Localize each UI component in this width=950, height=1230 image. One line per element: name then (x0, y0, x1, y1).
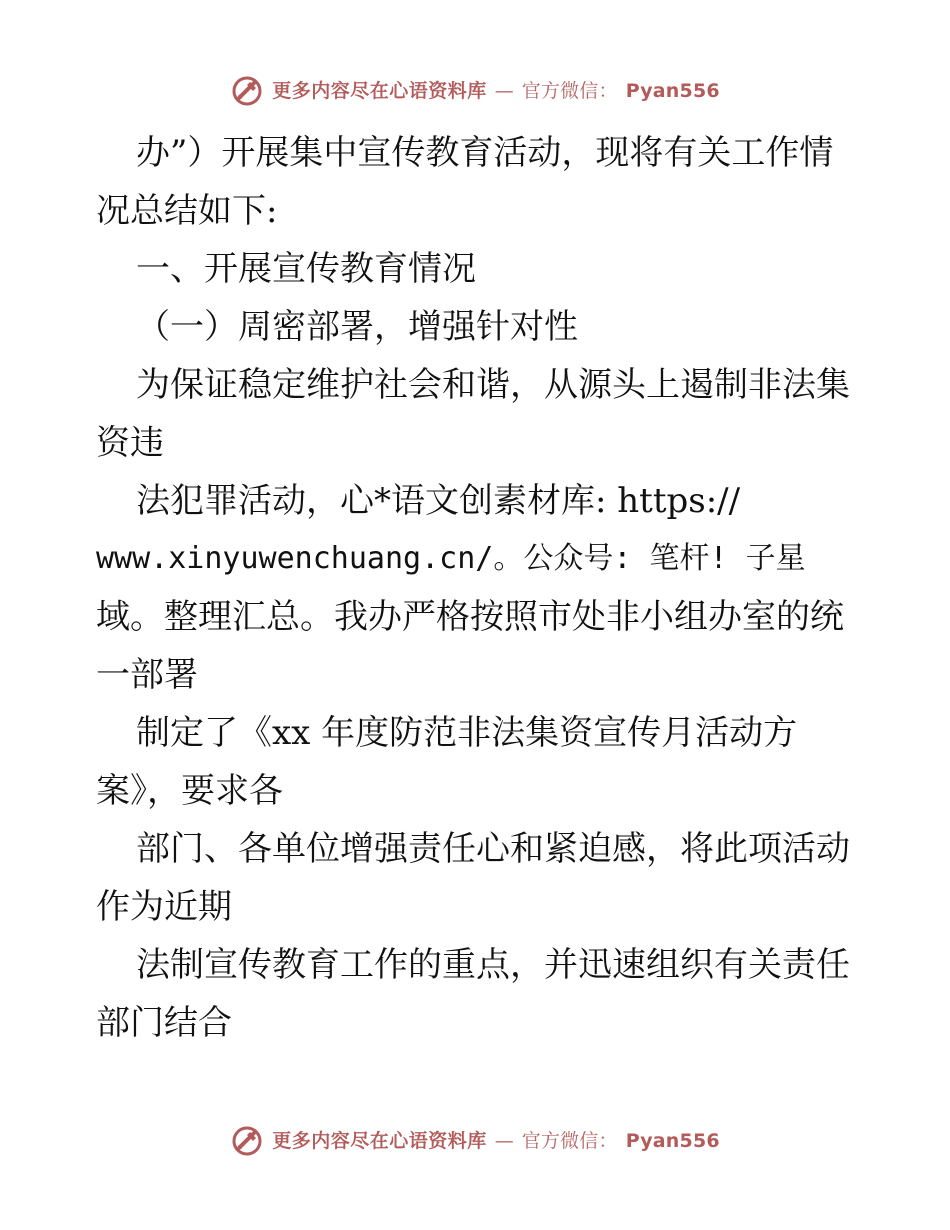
document-line: 法制宣传教育工作的重点，并迅速组织有关责任 (136, 945, 850, 985)
document-line: 制定了《xx 年度防范非法集资宣传月活动方 (136, 713, 798, 753)
footer-watermark (0, 1124, 950, 1158)
document-line: （一）周密部署，增强针对性 (136, 307, 578, 347)
watermark-main-text: 更多内容尽在心语资料库 (272, 79, 487, 102)
document-line: 案》，要求各 (96, 771, 283, 811)
watermark-dash: — (494, 79, 514, 102)
document-line: 法犯罪活动，心*语文创素材库: https:// (136, 481, 741, 521)
header-watermark (0, 74, 950, 108)
document-line: 部门、各单位增强责任心和紧迫感，将此项活动 (136, 829, 850, 869)
document-line: 为保证稳定维护社会和谐，从源头上遏制非法集 (136, 365, 850, 405)
pen-logo-icon (230, 1124, 264, 1158)
document-body (96, 124, 856, 1052)
document-line: 域。整理汇总。我办严格按照市处非小组办室的统 (96, 597, 844, 637)
document-line: 况总结如下: (96, 191, 278, 231)
watermark-id-text: Pyan556 (625, 1129, 720, 1152)
watermark-sub-text: 官方微信： (521, 1129, 618, 1152)
watermark-dash: — (494, 1129, 514, 1152)
document-line: 作为近期 (96, 887, 232, 927)
document-line: 资违 (96, 423, 164, 463)
document-line: 办”）开展集中宣传教育活动，现将有关工作情 (136, 133, 834, 173)
watermark-main-text: 更多内容尽在心语资料库 (272, 1129, 487, 1152)
document-line: 一、开展宣传教育情况 (136, 249, 476, 289)
document-line: 一部署 (96, 655, 198, 695)
document-line: www.xinyuwenchuang.cn/。公众号: 笔杆! 子星 (96, 541, 806, 576)
pen-logo-icon (230, 74, 264, 108)
watermark-sub-text: 官方微信： (521, 79, 618, 102)
watermark-id-text: Pyan556 (625, 79, 720, 102)
document-line: 部门结合 (96, 1003, 232, 1043)
